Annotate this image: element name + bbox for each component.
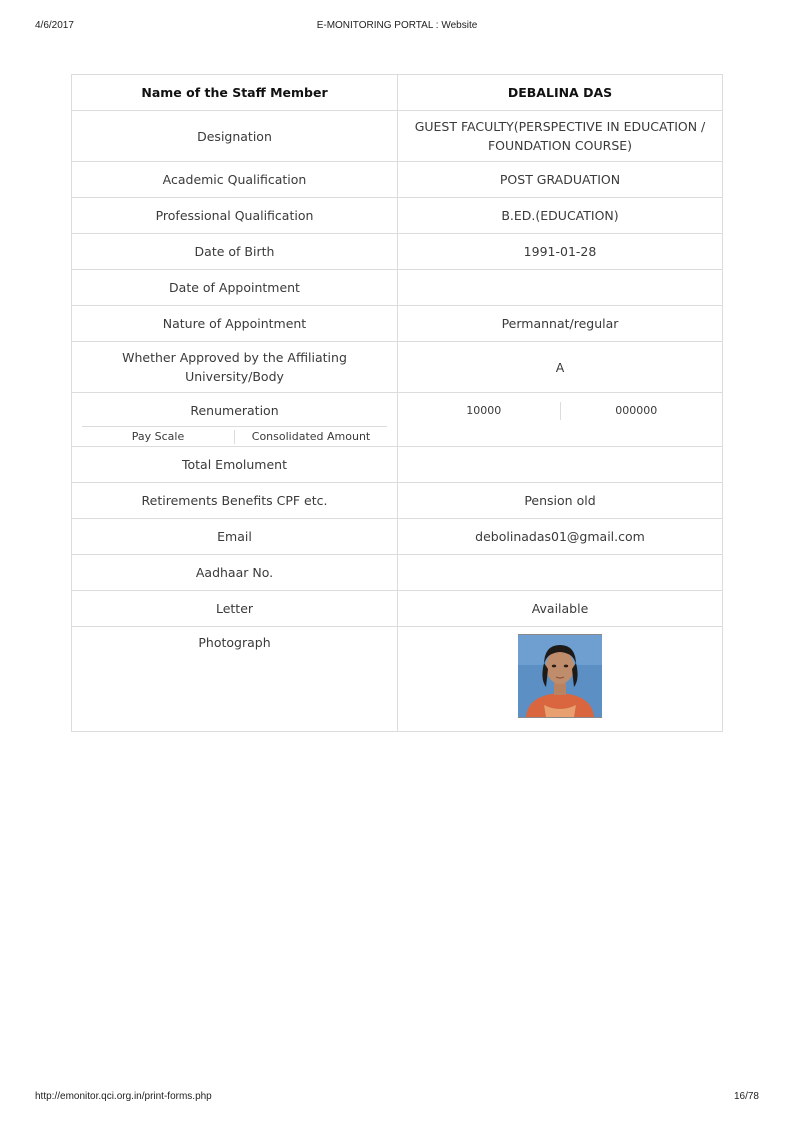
photograph-label: Photograph — [72, 627, 398, 732]
letter-value: Available — [398, 591, 723, 627]
page-number: 16/78 — [733, 1091, 759, 1102]
email-value: debolinadas01@gmail.com — [398, 519, 723, 555]
table-row — [72, 111, 723, 162]
table-row — [72, 306, 723, 342]
table-row — [72, 234, 723, 270]
retirement-benefits-label: Retirements Benefits CPF etc. — [72, 483, 398, 519]
table-row — [72, 555, 723, 591]
designation-value: GUEST FACULTY(PERSPECTIVE IN EDUCATION / FOUNDATION COURSE) — [398, 111, 723, 162]
consolidated-amount-value: 000000 — [560, 402, 713, 420]
print-header — [0, 20, 794, 34]
date-of-appointment-label: Date of Appointment — [72, 270, 398, 306]
print-footer — [0, 1091, 794, 1105]
professional-qualification-label: Professional Qualification — [72, 198, 398, 234]
total-emolument-label: Total Emolument — [72, 447, 398, 483]
table-row — [72, 162, 723, 198]
date-of-appointment-value — [398, 270, 723, 306]
print-date: 4/6/2017 — [35, 20, 74, 31]
academic-qualification-label: Academic Qualification — [72, 162, 398, 198]
table-row — [72, 270, 723, 306]
pay-scale-value: 10000 — [466, 404, 502, 417]
table-row — [72, 519, 723, 555]
nature-of-appointment-value: Permannat/regular — [398, 306, 723, 342]
aadhaar-label: Aadhaar No. — [72, 555, 398, 591]
photograph-cell — [398, 627, 723, 732]
email-label: Email — [72, 519, 398, 555]
staff-photograph — [518, 634, 602, 718]
table-row — [72, 447, 723, 483]
approval-label: Whether Approved by the Affiliating University/Body — [72, 342, 398, 393]
table-row — [72, 591, 723, 627]
nature-of-appointment-label: Nature of Appointment — [72, 306, 398, 342]
consolidated-amount-label: Consolidated Amount — [234, 430, 387, 444]
table-row — [72, 342, 723, 393]
name-label: Name of the Staff Member — [72, 75, 398, 111]
designation-label: Designation — [72, 111, 398, 162]
table-row — [72, 393, 723, 447]
renumeration-cell — [72, 393, 398, 447]
academic-qualification-value: POST GRADUATION — [398, 162, 723, 198]
staff-details-table — [71, 74, 723, 732]
table-row — [72, 198, 723, 234]
total-emolument-value — [398, 447, 723, 483]
date-of-birth-value: 1991-01-28 — [398, 234, 723, 270]
table-row — [72, 627, 723, 732]
table-row — [72, 483, 723, 519]
print-url: http://emonitor.qci.org.in/print-forms.php — [35, 1091, 212, 1102]
retirement-benefits-value: Pension old — [398, 483, 723, 519]
print-title: E-MONITORING PORTAL : Website — [316, 20, 478, 31]
renumeration-label: Renumeration — [190, 403, 279, 418]
pay-scale-label: Pay Scale — [131, 430, 185, 443]
renumeration-values — [408, 402, 712, 420]
approval-value: A — [398, 342, 723, 393]
letter-label: Letter — [72, 591, 398, 627]
date-of-birth-label: Date of Birth — [72, 234, 398, 270]
table-row — [72, 75, 723, 111]
aadhaar-value — [398, 555, 723, 591]
professional-qualification-value: B.ED.(EDUCATION) — [398, 198, 723, 234]
name-value: DEBALINA DAS — [398, 75, 723, 111]
renumeration-values-cell — [398, 393, 723, 447]
renumeration-subheaders — [82, 426, 387, 444]
portrait-image — [518, 635, 602, 717]
